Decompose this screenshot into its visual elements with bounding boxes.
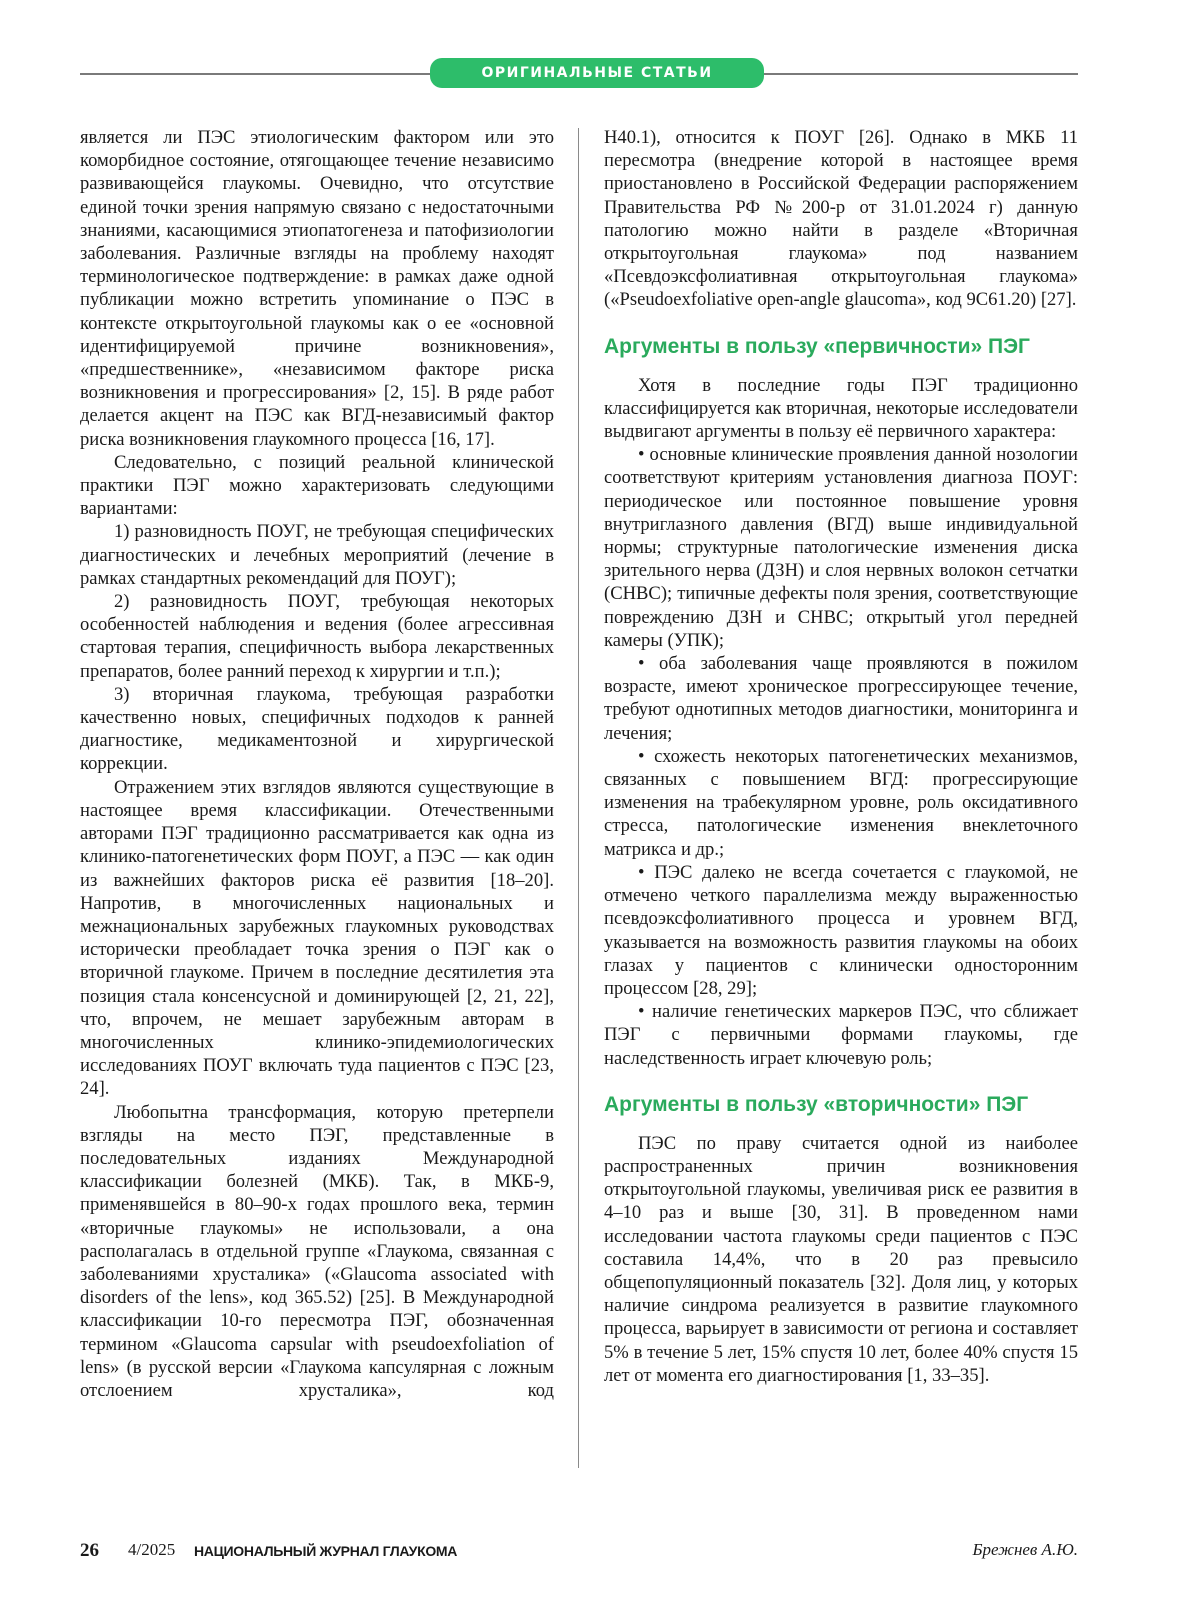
header-rule-right — [762, 73, 1078, 75]
page-footer — [80, 1540, 1078, 1566]
section-badge: ОРИГИНАЛЬНЫЕ СТАТЬИ — [430, 58, 764, 88]
paragraph: H40.1), относится к ПОУГ [26]. Однако в МКБ 11 пересмотра (внедрение которой в настоящее время приостановлено в Российской Федерации распоряжением Правительства РФ №200-р от 31.01.2024 г) данную патологию можно найти в разделе «Вторичная открытоугольная глаукома» под названием «Псевдоэксфолиативная открытоугольная глаукома» («Pseudoexfoliative open-angle glaucoma», код 9C61.20) [27]. — [604, 126, 1078, 312]
right-column — [604, 126, 1078, 1387]
bullet-item: • схожесть некоторых патогенетических механизмов, связанных с повышением ВГД: прогрессирующие изменения на трабекулярном уровне, роль оксидативного стресса, патологические изменения внеклеточного матрикса и др.; — [604, 745, 1078, 861]
bullet-item: • основные клинические проявления данной нозологии соответствуют критериям установления диагноза ПОУГ: периодическое или постоянное повышение уровня внутриглазного давления (ВГД) выше индивидуальной нормы; структурные патологические изменения диска зрительного нерва (ДЗН) и слоя нервных волокон сетчатки (СНВС); типичные дефекты поля зрения, соответствующие повреждению ДЗН и СНВС; открытый угол передней камеры (УПК); — [604, 443, 1078, 652]
section-heading-primary: Аргументы в пользу «первичности» ПЭГ — [604, 334, 1078, 360]
paragraph: является ли ПЭС этиологическим фактором или это коморбидное состояние, отягощающее течение независимо развивающейся глаукомы. Очевидно, что отсутствие единой точки зрения напрямую связано с недостаточными знаниями, касающимися этиопатогенеза и патофизиологии заболевания. Различные взгляды на проблему находят терминологическое подтверждение: в рамках даже одной публикации можно встретить упоминание о ПЭС в контексте открытоугольной глаукомы как о ее «основной идентифицируемой причине возникновения», «предшественнике», «независимом факторе риска возникновения и прогрессирования» [2, 15]. В ряде работ делается акцент на ПЭС как ВГД-независимый фактор риска возникновения глаукомного процесса [16, 17]. — [80, 126, 554, 451]
paragraph: Отражением этих взглядов являются существующие в настоящее время классификации. Отечественными авторами ПЭГ традиционно рассматривается как одна из клинико-патогенетических форм ПОУГ, а ПЭС — как один из важнейших факторов риска её развития [18–20]. Напротив, в многочисленных национальных и межнациональных зарубежных глаукомных руководствах исторически преобладает точка зрения о ПЭГ как о вторичной глаукоме. Причем в последние десятилетия эта позиция стала консенсусной и доминирующей [2, 21, 22], что, впрочем, не мешает зарубежным авторам в многочисленных клинико-эпидемиологических исследованиях ПОУГ включать туда пациентов с ПЭС [23, 24]. — [80, 776, 554, 1101]
issue-number: 4/2025 — [128, 1540, 175, 1560]
section-heading-secondary: Аргументы в пользу «вторичности» ПЭГ — [604, 1092, 1078, 1118]
left-column — [80, 126, 554, 1402]
column-divider — [578, 128, 579, 1468]
paragraph: Следовательно, с позиций реальной клинической практики ПЭГ можно характеризовать следующими вариантами: — [80, 451, 554, 521]
header-rule-left — [80, 73, 432, 75]
bullet-item: • наличие генетических маркеров ПЭС, что сближает ПЭГ с первичными формами глаукомы, где наследственность играет ключевую роль; — [604, 1000, 1078, 1070]
bullet-item: • ПЭС далеко не всегда сочетается с глаукомой, не отмечено четкого параллелизма между выраженностью псевдоэксфолиативного процесса и уровнем ВГД, указывается на возможность развития глаукомы на обоих глазах у пациентов с клинически односторонним процессом [28, 29]; — [604, 861, 1078, 1000]
paragraph: Любопытна трансформация, которую претерпели взгляды на место ПЭГ, представленные в последовательных изданиях Международной классификации болезней (МКБ). Так, в МКБ-9, применявшейся в 80–90-х годах прошлого века, термин «вторичные глаукомы» не использовали, а она располагалась в отдельной группе «Глаукома, связанная с заболеваниями хрусталика» («Glaucoma associated with disorders of the lens», код 365.52) [25]. В Международной классификации 10-го пересмотра ПЭГ, обозначенная термином «Glaucoma capsular with pseudoexfoliation of lens» (в русской версии «Глаукома капсулярная с ложным отслоением хрусталика», код — [80, 1101, 554, 1403]
list-item: 1) разновидность ПОУГ, не требующая специфических диагностических и лечебных мероприятий (лечение в рамках стандартных рекомендаций для ПОУГ); — [80, 520, 554, 590]
paragraph: ПЭС по праву считается одной из наиболее распространенных причин возникновения открытоугольной глаукомы, увеличивая риск ее развития в 4–10 раз и выше [30, 31]. В проведенном нами исследовании частота глаукомы среди пациентов с ПЭС составила 14,4%, что в 20 раз превысило общепопуляционный показатель [32]. Доля лиц, у которых наличие синдрома реализуется в развитие глаукомного процесса, варьирует в зависимости от региона и составляет 5% в течение 5 лет, 15% спустя 10 лет, более 40% спустя 15 лет от момента его диагностирования [1, 33–35]. — [604, 1132, 1078, 1387]
page-number: 26 — [80, 1540, 99, 1562]
author-name: Брежнев А.Ю. — [972, 1540, 1078, 1560]
paragraph: Хотя в последние годы ПЭГ традиционно классифицируется как вторичная, некоторые исследователи выдвигают аргументы в пользу её первичного характера: — [604, 374, 1078, 444]
bullet-item: • оба заболевания чаще проявляются в пожилом возрасте, имеют хроническое прогрессирующее течение, требуют однотипных методов диагностики, мониторинга и лечения; — [604, 652, 1078, 745]
list-item: 3) вторичная глаукома, требующая разработки качественно новых, специфичных подходов к ранней диагностике, медикаментозной и хирургической коррекции. — [80, 683, 554, 776]
journal-title: НАЦИОНАЛЬНЫЙ ЖУРНАЛ ГЛАУКОМА — [194, 1543, 457, 1559]
list-item: 2) разновидность ПОУГ, требующая некоторых особенностей наблюдения и ведения (более агрессивная стартовая терапия, специфичность выбора лекарственных препаратов, более ранний переход к хирургии и т.п.); — [80, 590, 554, 683]
